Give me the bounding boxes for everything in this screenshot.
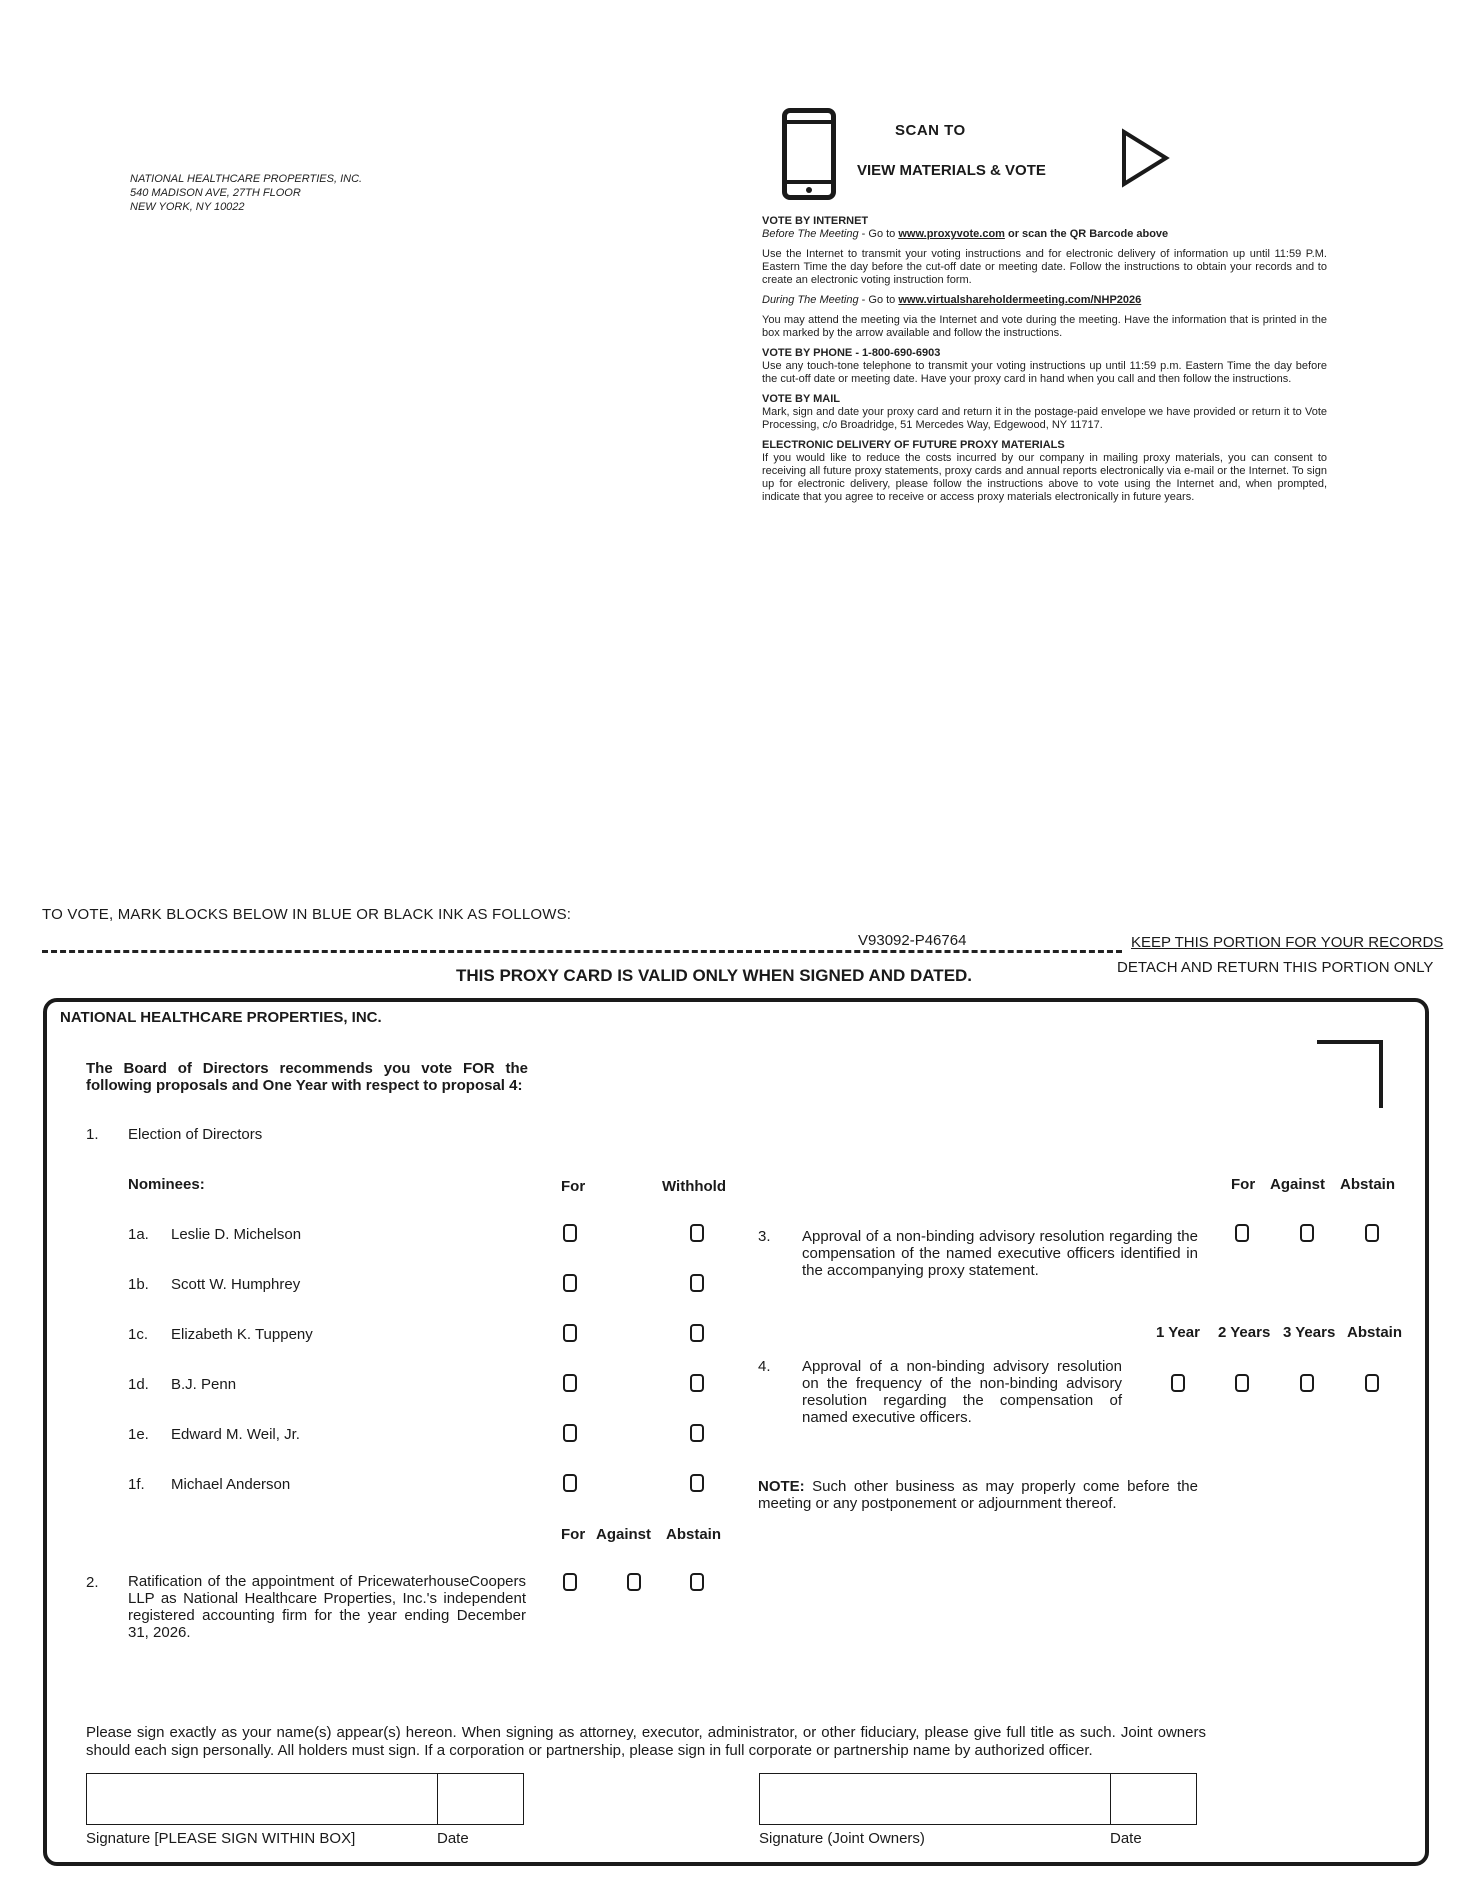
p3-col-against: Against: [1270, 1176, 1326, 1193]
signature-label: Signature [PLEASE SIGN WITHIN BOX]: [86, 1830, 356, 1847]
sender-line-1: NATIONAL HEALTHCARE PROPERTIES, INC.: [130, 173, 363, 185]
proposal-2-text: Ratification of the appointment of PricewaterhouseCoopers LLP as National Healthcare Properties, Inc.'s independent registered accounting firm for the year ending December 31, 2026.: [128, 1573, 526, 1641]
nominee-1d-withhold-checkbox[interactable]: [690, 1374, 704, 1392]
proposal-3-text: Approval of a non-binding advisory resolution regarding the compensation of the named executive officers identified in the accompanying proxy statement.: [802, 1228, 1198, 1279]
nominees-header: Nominees:: [128, 1176, 205, 1193]
detach-portion-label: DETACH AND RETURN THIS PORTION ONLY: [1117, 959, 1434, 976]
nominee-1c-withhold-checkbox[interactable]: [690, 1324, 704, 1342]
nominee-name: Leslie D. Michelson: [171, 1226, 302, 1243]
nominee-1b-for-checkbox[interactable]: [563, 1274, 577, 1292]
mail-text: Mark, sign and date your proxy card and return it in the postage-paid envelope we have provided or return it to Vote Processing, c/o Broadridge, 51 Mercedes Way, Edgewood, NY 11717.: [762, 406, 1327, 431]
proposal-2-against-checkbox[interactable]: [627, 1573, 641, 1591]
proposal-4-number: 4.: [758, 1358, 771, 1375]
detach-dashed-line: [42, 950, 1122, 953]
proposal-2-number: 2.: [86, 1574, 99, 1591]
p3-col-for: For: [1231, 1176, 1256, 1193]
nominee-name: B.J. Penn: [171, 1376, 237, 1393]
proposal-3-for-checkbox[interactable]: [1235, 1224, 1249, 1242]
proposal-4-text: Approval of a non-binding advisory resolution on the frequency of the non-binding advisory resolution regarding the compensation of named executive officers.: [802, 1358, 1122, 1426]
p4-col-3-years: 3 Years: [1283, 1324, 1336, 1341]
nominee-1f-for-checkbox[interactable]: [563, 1474, 577, 1492]
before-tail: or scan the QR Barcode above: [1004, 228, 1169, 240]
nominee-name: Elizabeth K. Tuppeny: [171, 1326, 313, 1343]
nominee-1f-withhold-checkbox[interactable]: [690, 1474, 704, 1492]
signature-box[interactable]: [86, 1773, 524, 1825]
before-goto: - Go to: [858, 228, 899, 240]
signing-instructions: Please sign exactly as your name(s) appear(s) hereon. When signing as attorney, executor, administrator, or other fiduciary, please give full title as such. Joint owners should each sign personally. All holders must sign. If a corporation or partnership, please sign in full corporate or partnership name by authorized officer.: [86, 1724, 1206, 1759]
proposal-2-abstain-checkbox[interactable]: [690, 1573, 704, 1591]
during-meeting-line: [762, 294, 1327, 307]
internet-heading: VOTE BY INTERNET: [762, 215, 869, 227]
mark-instructions: TO VOTE, MARK BLOCKS BELOW IN BLUE OR BLACK INK AS FOLLOWS:: [42, 906, 572, 923]
nominee-1a-for-checkbox[interactable]: [563, 1224, 577, 1242]
joint-signature-label: Signature (Joint Owners): [759, 1830, 925, 1847]
control-number: V93092-P46764: [858, 932, 967, 949]
nominee-1b-withhold-checkbox[interactable]: [690, 1274, 704, 1292]
proposal-1-number: 1.: [86, 1126, 99, 1143]
joint-date-label: Date: [1110, 1830, 1142, 1847]
nominee-name: Scott W. Humphrey: [171, 1276, 301, 1293]
scan-subtitle: VIEW MATERIALS & VOTE: [857, 162, 1046, 179]
nominee-1e-withhold-checkbox[interactable]: [690, 1424, 704, 1442]
scan-title: SCAN TO: [895, 122, 966, 139]
proposal-2-for-checkbox[interactable]: [563, 1573, 577, 1591]
mail-heading: VOTE BY MAIL: [762, 393, 841, 405]
during-meeting-label: During The Meeting: [762, 294, 859, 306]
nominee-code: 1d.: [128, 1376, 149, 1393]
signature-date-divider: [437, 1774, 438, 1824]
nominee-code: 1a.: [128, 1226, 149, 1243]
nominee-1e-for-checkbox[interactable]: [563, 1424, 577, 1442]
p2-col-against: Against: [596, 1526, 652, 1543]
sender-line-2: 540 MADISON AVE, 27TH FLOOR: [130, 187, 301, 199]
nominee-code: 1e.: [128, 1426, 149, 1443]
proposal-3-abstain-checkbox[interactable]: [1365, 1224, 1379, 1242]
nominee-name: Michael Anderson: [171, 1476, 291, 1493]
proposal-4-abstain-checkbox[interactable]: [1365, 1374, 1379, 1392]
virtual-meeting-link[interactable]: www.virtualshareholdermeeting.com/NHP2026: [898, 294, 1142, 306]
play-arrow-icon: [1120, 128, 1170, 188]
corner-mark: [1317, 1040, 1383, 1108]
p3-col-abstain: Abstain: [1340, 1176, 1396, 1193]
during-goto: - Go to: [858, 294, 899, 306]
phone-heading: VOTE BY PHONE - 1-800-690-6903: [762, 347, 941, 359]
note: [758, 1478, 1198, 1512]
p4-col-2-years: 2 Years: [1218, 1324, 1271, 1341]
during-meeting-text: You may attend the meeting via the Internet and vote during the meeting. Have the information that is printed in the box marked by the arrow available and follow the instructions.: [762, 314, 1327, 339]
before-meeting-text: Use the Internet to transmit your voting instructions and for electronic delivery of information up until 11:59 P.M. Eastern Time the day before the cut-off date or meeting date. Follow the instructions to obtain your records and to create an electronic voting instruction form.: [762, 248, 1327, 286]
edelivery-heading: ELECTRONIC DELIVERY OF FUTURE PROXY MATERIALS: [762, 439, 1065, 451]
sender-address: [130, 172, 362, 214]
date-label: Date: [437, 1830, 469, 1847]
smartphone-icon: [782, 108, 836, 200]
p2-col-for: For: [561, 1526, 586, 1543]
voting-instructions: [762, 215, 1327, 511]
sender-line-3: NEW YORK, NY 10022: [130, 201, 245, 213]
phone-text: Use any touch-tone telephone to transmit your voting instructions up until 11:59 p.m. Eastern Time the day before the cut-off date or meeting date. Have your proxy card in hand when you call and then follow the instructions.: [762, 360, 1327, 385]
proposal-4-3-years-checkbox[interactable]: [1300, 1374, 1314, 1392]
joint-signature-box[interactable]: [759, 1773, 1197, 1825]
before-meeting-label: Before The Meeting: [762, 228, 859, 240]
proposal-1-title: Election of Directors: [128, 1126, 263, 1143]
before-meeting-line: [762, 228, 1327, 241]
note-text: Such other business as may properly come before the meeting or any postponement or adjournment thereof.: [758, 1478, 1198, 1512]
p4-col-1-year: 1 Year: [1156, 1324, 1200, 1341]
valid-notice: THIS PROXY CARD IS VALID ONLY WHEN SIGNED AND DATED.: [456, 966, 973, 985]
note-label: NOTE:: [758, 1478, 805, 1495]
card-company-name: NATIONAL HEALTHCARE PROPERTIES, INC.: [60, 1009, 382, 1026]
edelivery-text: If you would like to reduce the costs incurred by our company in mailing proxy materials, you can consent to receiving all future proxy statements, proxy cards and annual reports electronically via e-mail or the Internet. To sign up for electronic delivery, please follow the instructions above to vote using the Internet and, when prompted, indicate that you agree to receive or access proxy materials electronically in future years.: [762, 452, 1327, 503]
proposal-3-against-checkbox[interactable]: [1300, 1224, 1314, 1242]
keep-portion-label: KEEP THIS PORTION FOR YOUR RECORDS: [1131, 934, 1444, 951]
proposal-4-2-years-checkbox[interactable]: [1235, 1374, 1249, 1392]
nominee-1d-for-checkbox[interactable]: [563, 1374, 577, 1392]
p4-col-abstain: Abstain: [1347, 1324, 1403, 1341]
nominee-1a-withhold-checkbox[interactable]: [690, 1224, 704, 1242]
p2-col-abstain: Abstain: [666, 1526, 722, 1543]
proposal-3-number: 3.: [758, 1228, 771, 1245]
col-for-header: For: [561, 1178, 586, 1195]
proposal-4-1-year-checkbox[interactable]: [1171, 1374, 1185, 1392]
nominee-1c-for-checkbox[interactable]: [563, 1324, 577, 1342]
joint-signature-date-divider: [1110, 1774, 1111, 1824]
proxyvote-link[interactable]: www.proxyvote.com: [898, 228, 1005, 240]
col-withhold-header: Withhold: [662, 1178, 727, 1195]
nominee-code: 1c.: [128, 1326, 149, 1343]
nominee-code: 1f.: [128, 1476, 145, 1493]
nominee-code: 1b.: [128, 1276, 149, 1293]
board-recommendation: The Board of Directors recommends you vote FOR the following proposals and One Year with respect to proposal 4:: [86, 1060, 528, 1094]
nominee-name: Edward M. Weil, Jr.: [171, 1426, 300, 1443]
